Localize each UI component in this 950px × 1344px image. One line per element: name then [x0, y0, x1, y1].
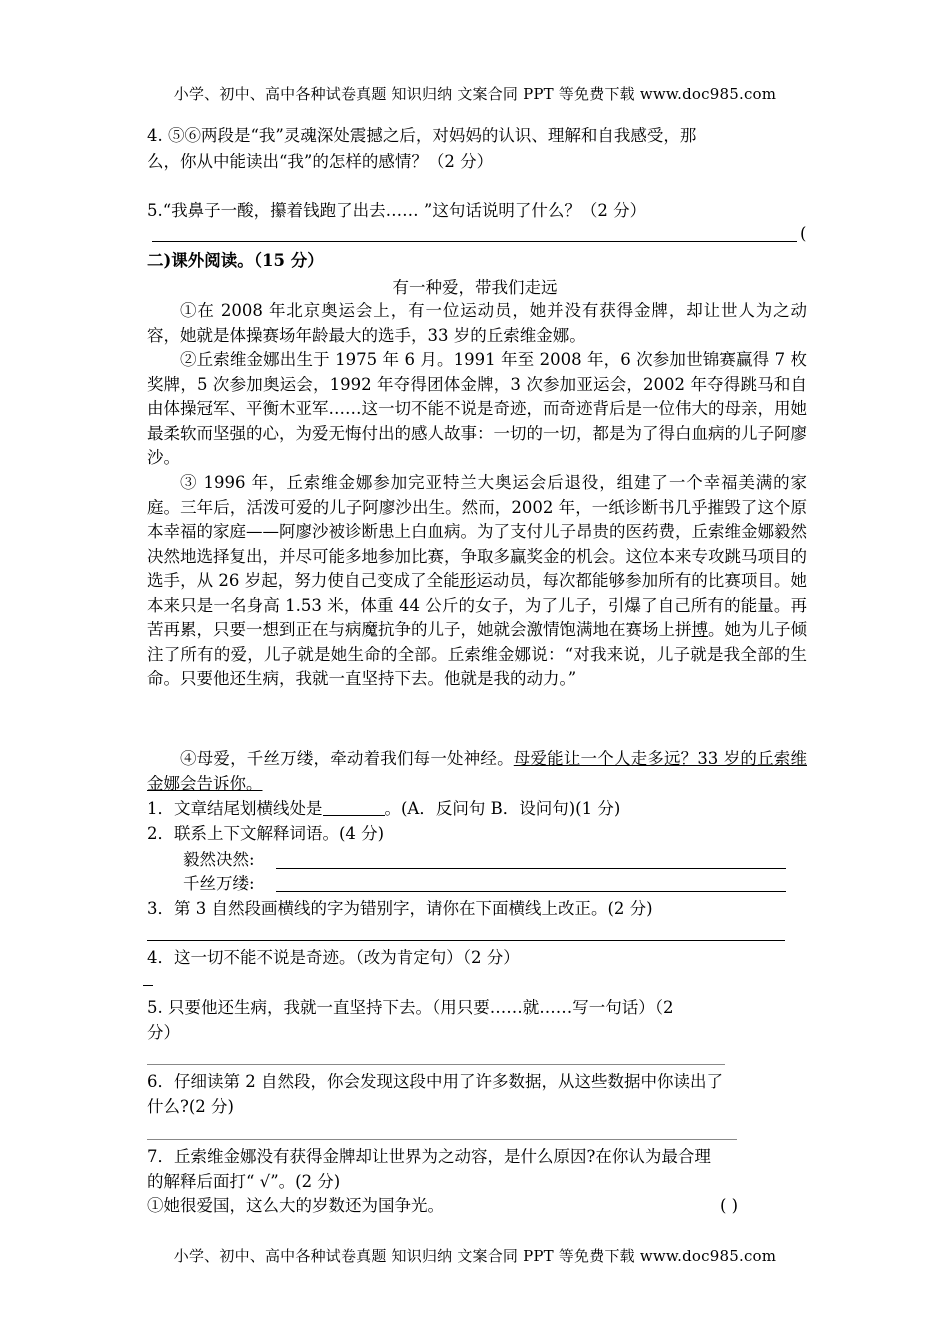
question-7-option-1: ①她很爱国，这么大的岁数还为国争光。 — [147, 1196, 444, 1215]
answer-line-q5-new[interactable] — [147, 1064, 725, 1065]
underlined-ending: 母爱能让一个人走多远？33 岁的丘索维金娜会告诉你。 — [147, 749, 807, 793]
question-7-line1: 7．丘索维金娜没有获得金牌却让世界为之动容，是什么原因?在你认为最合理 — [147, 1147, 711, 1166]
question-5: 5.“我鼻子一酸，攥着钱跑了出去…… ”这句话说明了什么？（2 分） — [147, 201, 647, 220]
answer-line-word-2[interactable] — [276, 891, 786, 892]
answer-line-q5 — [152, 241, 797, 242]
wrong-char-1: 形 — [459, 571, 477, 590]
question-1 — [147, 798, 620, 820]
paragraph-2: ②丘索维金娜出生于 1975 年 6 月。1991 年至 2008 年，6 次参加世锦赛赢得 7 枚奖牌，5 次参加奥运会，1992 年夺得团体金牌，3 次参加亚运会，2002 年夺得跳马和自由体操冠军、平衡木亚军……这一切不能不说是奇迹，而奇迹背后是一位伟大的母亲，用她最柔软而坚强的心，为爱无悔付出的感人故事：一切的一切，都是为了得白血病的儿子阿廖沙。 — [147, 350, 807, 467]
answer-line-word-1[interactable] — [276, 868, 786, 869]
paragraph-3-part-a: ③ 1996 年，丘索维金娜参加完亚特兰大奥运会后退役，组建了一个幸福美满的家庭。三年后，活泼可爱的儿子阿廖沙出生。然而，2002 年，一纸诊断书几乎摧毁了这个原本幸福的家庭——阿廖沙被诊断患上白血病。为了支付儿子昂贵的医药费，丘索维金娜毅然决然地选择复出，并尽可能多地参加比赛，争取多赢奖金的机会。这位本来专攻跳马项目的选手，从 26 岁起，努力使自己变成了全能 — [147, 473, 807, 590]
answer-paren-option-1[interactable]: ( ) — [720, 1196, 739, 1215]
question-7-line2: 的解释后面打“ √”。(2 分) — [147, 1172, 341, 1191]
answer-line-q3[interactable] — [147, 940, 785, 941]
paren-mark: ( — [800, 224, 807, 243]
question-4-line2: 么，你从中能读出“我”的怎样的感情？（2 分） — [147, 152, 494, 171]
passage-title: 有一种爱，带我们走远 — [392, 278, 558, 297]
wrong-char-2: 博 — [691, 620, 708, 639]
word-label-2: 千丝万缕: — [183, 874, 255, 893]
answer-blank-q1[interactable] — [323, 799, 385, 816]
question-4: 4．这一切不能不说是奇迹。（改为肯定句）（2 分） — [147, 948, 520, 967]
paragraph-3-part-c: 。她为儿子倾注了所有的爱，儿子就是她生命的全部。丘索维金娜说：“对我来说，儿子就是我全部的生命。只要他还生病，我就一直坚持下去。他就是我的动力。” — [147, 620, 807, 688]
question-6-line2: 什么?(2 分) — [147, 1097, 234, 1116]
section-heading: 二)课外阅读。（15 分） — [147, 251, 324, 270]
paragraph-1: ①在 2008 年北京奥运会上，有一位运动员，她并没有获得金牌，却让世人为之动容，她就是体操赛场年龄最大的选手，33 岁的丘索维金娜。 — [147, 301, 807, 345]
question-1-a: 1．文章结尾划横线处是 — [147, 799, 323, 818]
question-3: 3．第 3 自然段画横线的字为错别字，请你在下面横线上改正。(2 分) — [147, 899, 653, 918]
paragraph-4 — [147, 747, 807, 796]
answer-mark-q4[interactable] — [143, 985, 153, 986]
paragraph-3-part-b: 运动员，每次都能够参加所有的比赛项目。她本来只是一名身高 1.53 米，体重 44 公斤的女子，为了儿子，引爆了自己所有的能量。再苦再累，只要一想到正在与病魔抗争的儿子，她就会激情饱满地在赛场上拼 — [147, 571, 807, 639]
question-6-line1: 6．仔细读第 2 自然段，你会发现这段中用了许多数据，从这些数据中你读出了 — [147, 1072, 723, 1091]
question-2: 2．联系上下文解释词语。(4 分) — [147, 824, 385, 843]
page-footer: 小学、初中、高中各种试卷真题 知识归纳 文案合同 PPT 等免费下载 www.doc985.com — [173, 1247, 777, 1265]
question-5-new-line2: 分） — [147, 1023, 180, 1042]
paragraph-3 — [147, 471, 807, 692]
question-4-line1: 4. ⑤⑥两段是“我”灵魂深处震撼之后，对妈妈的认识、理解和自我感受，那 — [147, 126, 697, 145]
question-5-new-line1: 5. 只要他还生病，我就一直坚持下去。（用只要……就……写一句话）（2 — [147, 998, 674, 1017]
paragraph-4-part-a: ④母爱，千丝万缕，牵动着我们每一处神经。 — [180, 749, 514, 768]
answer-line-q6[interactable] — [147, 1139, 737, 1140]
word-label-1: 毅然决然: — [183, 850, 255, 869]
page-header: 小学、初中、高中各种试卷真题 知识归纳 文案合同 PPT 等免费下载 www.doc985.com — [173, 85, 777, 103]
question-1-b: 。(A．反问句 B．设问句)(1 分) — [384, 799, 621, 818]
